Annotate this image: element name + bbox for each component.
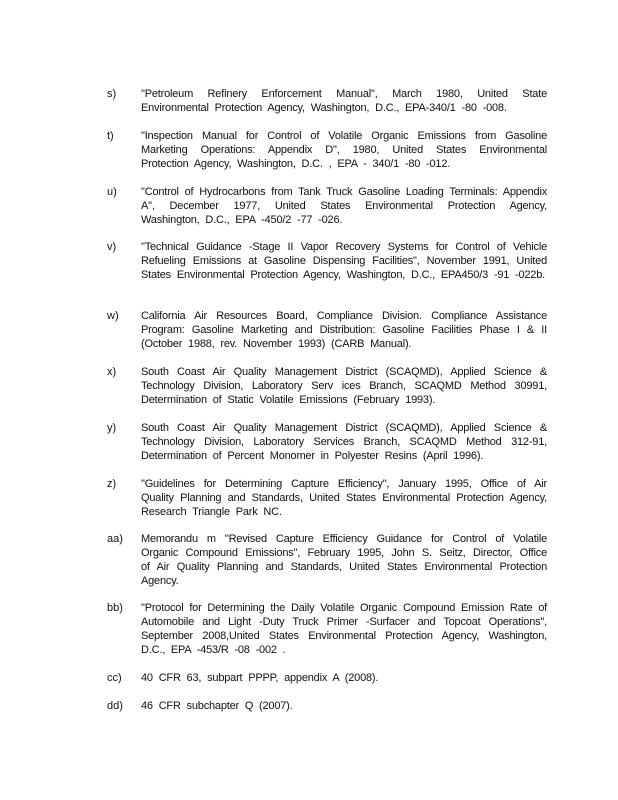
reference-text: South Coast Air Quality Management District (SCAQMD), Applied Science & Technology Division, Laboratory Serv ices Branch, SCAQMD Method 30991, Determination of Static Volatile Emissions (February 1993). [141, 366, 547, 406]
reference-label: x) [107, 366, 117, 378]
reference-item [107, 240, 547, 282]
reference-item [107, 699, 547, 713]
reference-text: 40 CFR 63, subpart PPPP, appendix A (2008). [141, 672, 379, 684]
reference-text: "Inspection Manual for Control of Volatile Organic Emissions from Gasoline Marketing Operations: Appendix D", 1980, United States Environmental Protection Agency, Washington, D.C. , EPA - 340/1 -80 -012. [141, 130, 547, 170]
reference-text: Memorandu m "Revised Capture Efficiency Guidance for Control of Volatile Organic Compound Emissions", February 1995, John S. Seitz, Director, Office of Air Quality Planning and Standards, United States Environmental Protection Agency. [141, 533, 547, 587]
reference-item [107, 185, 547, 227]
reference-item [107, 601, 547, 657]
reference-label: dd) [107, 700, 123, 712]
reference-text: 46 CFR subchapter Q (2007). [141, 700, 293, 712]
reference-label: z) [107, 478, 117, 490]
reference-text: "Protocol for Determining the Daily Volatile Organic Compound Emission Rate of Automobile and Light -Duty Truck Primer -Surfacer and Topcoat Operations", September 2008,United States Environmental Protection Agency, Washington, D.C., EPA -453/R -08 -002 . [141, 602, 547, 656]
reference-text: California Air Resources Board, Compliance Division. Compliance Assistance Program: Gasoline Marketing and Distribution: Gasoline Facilities Phase I & II (October 1988, rev. November 1993) (CARB Manual). [141, 310, 547, 350]
reference-text: "Petroleum Refinery Enforcement Manual", March 1980, United State Environmental Protection Agency, Washington, D.C., EPA-340/1 -80 -008. [141, 88, 547, 114]
reference-text: South Coast Air Quality Management District (SCAQMD), Applied Science & Technology Division, Laboratory Services Branch, SCAQMD Method 312-91, Determination of Percent Monomer in Polyester Resins (April 1996). [141, 422, 547, 462]
reference-text: "Technical Guidance -Stage II Vapor Recovery Systems for Control of Vehicle Refueling Emissions at Gasoline Dispensing Facilities", November 1991, United States Environmental Protection Agency, Washington, D.C., EPA450/3 -91 -022b. [141, 241, 547, 281]
reference-label: s) [107, 88, 117, 100]
reference-item [107, 129, 547, 171]
reference-label: t) [107, 130, 114, 142]
reference-item [107, 421, 547, 463]
reference-label: u) [107, 186, 117, 198]
reference-label: aa) [107, 533, 123, 545]
reference-label: cc) [107, 672, 122, 684]
reference-label: bb) [107, 602, 123, 614]
reference-item [107, 365, 547, 407]
reference-item [107, 671, 547, 685]
reference-item [107, 477, 547, 519]
reference-item [107, 87, 547, 115]
reference-item [107, 532, 547, 588]
reference-label: y) [107, 422, 117, 434]
reference-label: w) [107, 310, 119, 322]
reference-label: v) [107, 241, 117, 253]
reference-text: "Control of Hydrocarbons from Tank Truck Gasoline Loading Terminals: Appendix A", December 1977, United States Environmental Protection Agency, Washington, D.C., EPA -450/2 -77 -026. [141, 186, 547, 226]
reference-text: "Guidelines for Determining Capture Efficiency", January 1995, Office of Air Quality Planning and Standards, United States Environmental Protection Agency, Research Triangle Park NC. [141, 478, 547, 518]
reference-item [107, 309, 547, 351]
